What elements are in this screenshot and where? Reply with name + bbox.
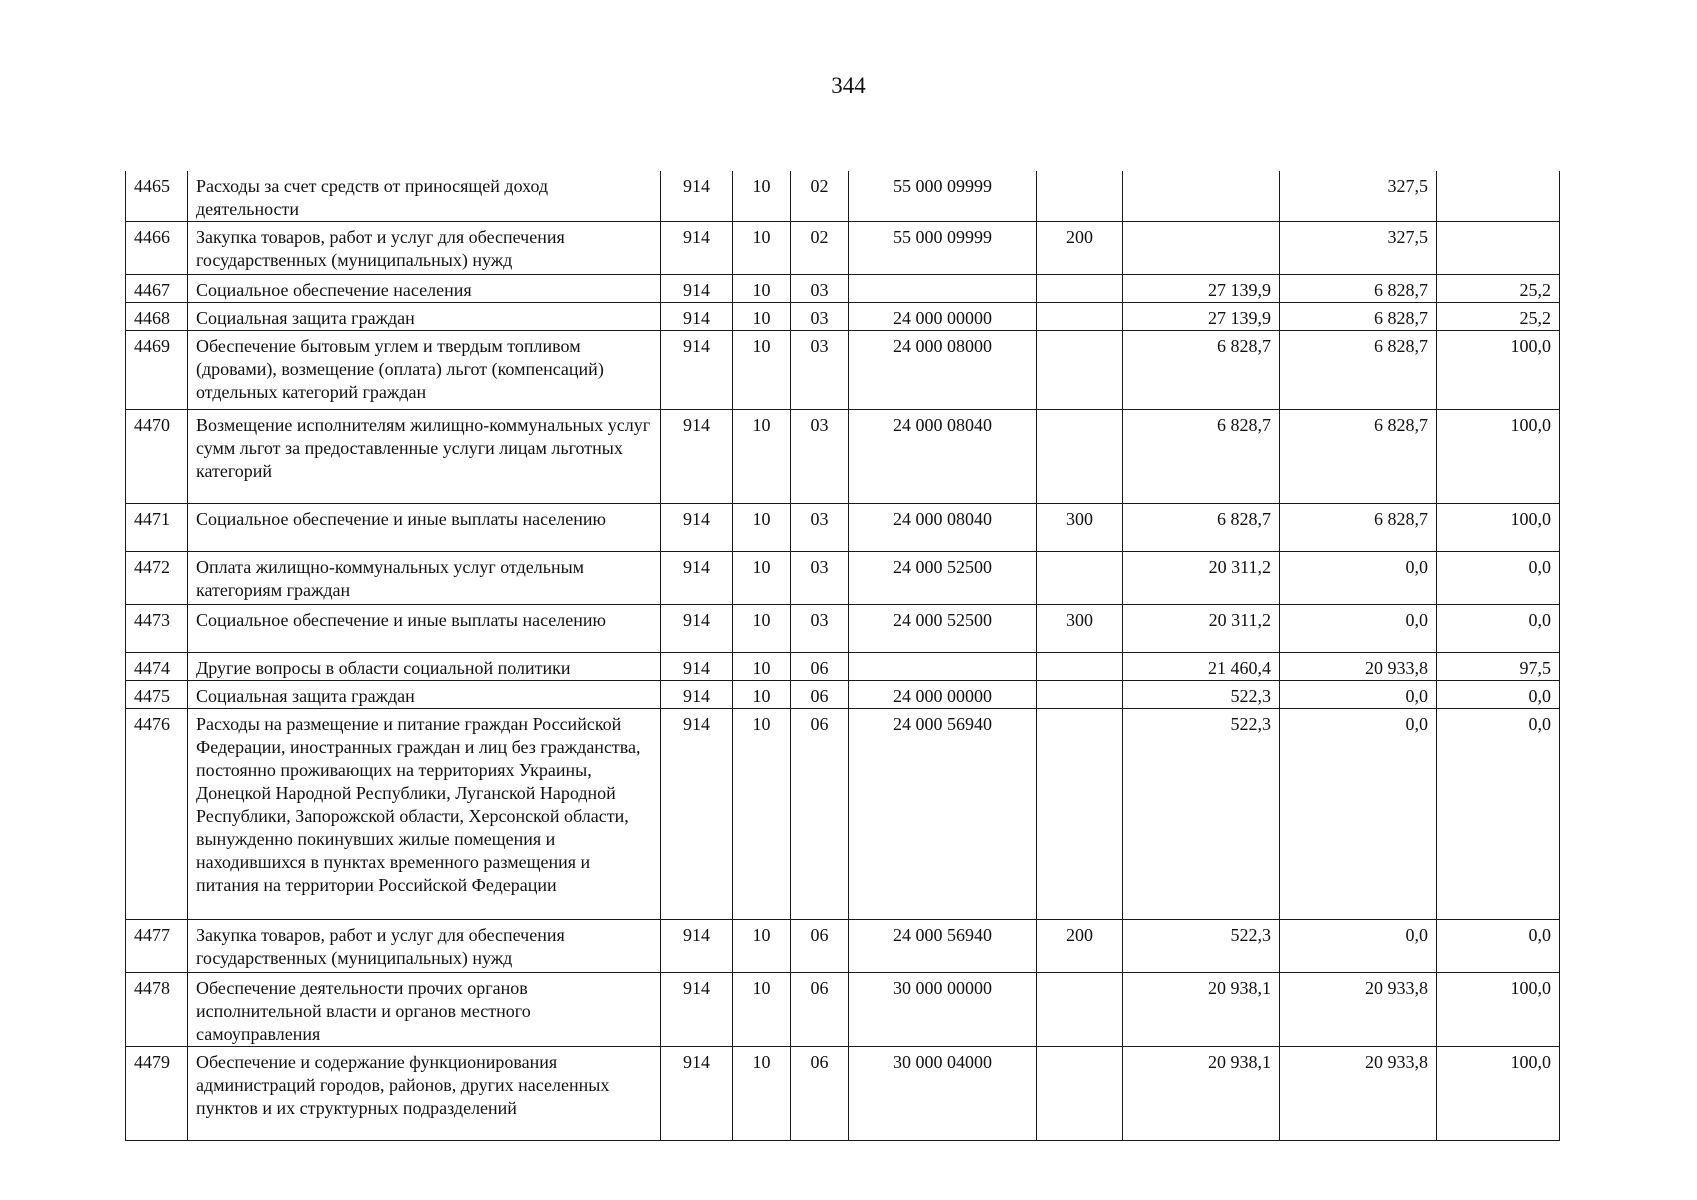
executed-amount: 6 828,7 [1280,410,1437,504]
expense-type-code [1037,653,1123,681]
target-article-code: 24 000 08040 [849,504,1037,552]
grbs-code: 914 [661,920,733,973]
row-number: 4478 [126,973,188,1047]
plan-amount: 6 828,7 [1123,331,1280,410]
target-article-code: 55 000 09999 [849,171,1037,222]
budget-table-body [126,171,1560,1141]
target-article-code: 24 000 52500 [849,552,1037,605]
expense-type-code [1037,331,1123,410]
expense-type-code [1037,552,1123,605]
subsection-code: 03 [791,303,849,331]
expense-name: Социальная защита граждан [188,303,661,331]
executed-amount: 6 828,7 [1280,275,1437,303]
grbs-code: 914 [661,222,733,275]
plan-amount [1123,222,1280,275]
expense-type-code: 300 [1037,605,1123,653]
execution-percent: 97,5 [1437,653,1560,681]
subsection-code: 03 [791,552,849,605]
plan-amount: 6 828,7 [1123,504,1280,552]
table-row [126,709,1560,920]
executed-amount: 327,5 [1280,222,1437,275]
expense-name: Расходы за счет средств от приносящей доход деятельности [188,171,661,222]
row-number: 4476 [126,709,188,920]
section-code: 10 [733,275,791,303]
execution-percent: 100,0 [1437,973,1560,1047]
subsection-code: 06 [791,1047,849,1141]
expense-type-code: 200 [1037,920,1123,973]
plan-amount: 21 460,4 [1123,653,1280,681]
expense-name: Обеспечение бытовым углем и твердым топливом (дровами), возмещение (оплата) льгот (компенсаций) отдельных категорий граждан [188,331,661,410]
subsection-code: 03 [791,504,849,552]
plan-amount: 20 938,1 [1123,1047,1280,1141]
executed-amount: 0,0 [1280,605,1437,653]
table-row [126,681,1560,709]
subsection-code: 03 [791,331,849,410]
section-code: 10 [733,222,791,275]
grbs-code: 914 [661,410,733,504]
grbs-code: 914 [661,303,733,331]
executed-amount: 20 933,8 [1280,973,1437,1047]
plan-amount: 6 828,7 [1123,410,1280,504]
target-article-code: 24 000 08000 [849,331,1037,410]
execution-percent: 0,0 [1437,709,1560,920]
target-article-code [849,653,1037,681]
section-code: 10 [733,504,791,552]
section-code: 10 [733,709,791,920]
row-number: 4472 [126,552,188,605]
expense-name: Обеспечение деятельности прочих органов исполнительной власти и органов местного самоуправления [188,973,661,1047]
grbs-code: 914 [661,709,733,920]
expense-type-code [1037,681,1123,709]
target-article-code: 24 000 56940 [849,709,1037,920]
execution-percent: 100,0 [1437,331,1560,410]
section-code: 10 [733,920,791,973]
section-code: 10 [733,653,791,681]
subsection-code: 06 [791,920,849,973]
executed-amount: 20 933,8 [1280,1047,1437,1141]
subsection-code: 06 [791,681,849,709]
plan-amount: 522,3 [1123,920,1280,973]
expense-name: Социальное обеспечение и иные выплаты населению [188,504,661,552]
subsection-code: 06 [791,653,849,681]
row-number: 4471 [126,504,188,552]
expense-type-code: 300 [1037,504,1123,552]
executed-amount: 0,0 [1280,920,1437,973]
executed-amount: 327,5 [1280,171,1437,222]
section-code: 10 [733,681,791,709]
expense-name: Возмещение исполнителям жилищно-коммунальных услуг сумм льгот за предоставленные услуги лицам льготных категорий [188,410,661,504]
target-article-code: 30 000 00000 [849,973,1037,1047]
plan-amount [1123,171,1280,222]
execution-percent: 100,0 [1437,1047,1560,1141]
plan-amount: 522,3 [1123,709,1280,920]
expense-name: Закупка товаров, работ и услуг для обеспечения государственных (муниципальных) нужд [188,920,661,973]
subsection-code: 02 [791,222,849,275]
plan-amount: 27 139,9 [1123,303,1280,331]
expense-type-code [1037,410,1123,504]
plan-amount: 20 938,1 [1123,973,1280,1047]
table-row [126,410,1560,504]
table-row [126,303,1560,331]
plan-amount: 522,3 [1123,681,1280,709]
grbs-code: 914 [661,331,733,410]
target-article-code: 24 000 00000 [849,681,1037,709]
section-code: 10 [733,1047,791,1141]
execution-percent: 0,0 [1437,920,1560,973]
executed-amount: 6 828,7 [1280,303,1437,331]
grbs-code: 914 [661,504,733,552]
grbs-code: 914 [661,973,733,1047]
executed-amount: 6 828,7 [1280,504,1437,552]
execution-percent: 0,0 [1437,552,1560,605]
expense-type-code [1037,303,1123,331]
row-number: 4477 [126,920,188,973]
row-number: 4473 [126,605,188,653]
grbs-code: 914 [661,1047,733,1141]
row-number: 4474 [126,653,188,681]
grbs-code: 914 [661,605,733,653]
row-number: 4468 [126,303,188,331]
subsection-code: 06 [791,709,849,920]
subsection-code: 06 [791,973,849,1047]
executed-amount: 0,0 [1280,681,1437,709]
row-number: 4470 [126,410,188,504]
execution-percent: 100,0 [1437,410,1560,504]
grbs-code: 914 [661,171,733,222]
grbs-code: 914 [661,275,733,303]
plan-amount: 27 139,9 [1123,275,1280,303]
grbs-code: 914 [661,552,733,605]
target-article-code [849,275,1037,303]
table-row [126,331,1560,410]
expense-type-code [1037,973,1123,1047]
table-row [126,171,1560,222]
row-number: 4469 [126,331,188,410]
expense-name: Расходы на размещение и питание граждан Российской Федерации, иностранных граждан и лиц без гражданства, постоянно проживающих на территориях Украины, Донецкой Народной Республики, Луганской Народной Республики, Запорожской области, Херсонской области, вынужденно покинувших жилые помещения и находившихся в пунктах временного размещения и питания на территории Российской Федерации [188,709,661,920]
grbs-code: 914 [661,681,733,709]
table-row [126,973,1560,1047]
execution-percent: 25,2 [1437,275,1560,303]
table-row [126,653,1560,681]
execution-percent: 0,0 [1437,605,1560,653]
execution-percent: 25,2 [1437,303,1560,331]
executed-amount: 6 828,7 [1280,331,1437,410]
expense-name: Социальное обеспечение и иные выплаты населению [188,605,661,653]
row-number: 4466 [126,222,188,275]
row-number: 4479 [126,1047,188,1141]
section-code: 10 [733,605,791,653]
expense-type-code [1037,171,1123,222]
expense-name: Социальная защита граждан [188,681,661,709]
target-article-code: 24 000 00000 [849,303,1037,331]
expense-name: Закупка товаров, работ и услуг для обеспечения государственных (муниципальных) нужд [188,222,661,275]
table-row [126,552,1560,605]
target-article-code: 55 000 09999 [849,222,1037,275]
expense-name: Социальное обеспечение населения [188,275,661,303]
executed-amount: 0,0 [1280,552,1437,605]
expense-name: Обеспечение и содержание функционирования администраций городов, районов, других населенных пунктов и их структурных подразделений [188,1047,661,1141]
executed-amount: 0,0 [1280,709,1437,920]
execution-percent [1437,171,1560,222]
section-code: 10 [733,552,791,605]
target-article-code: 24 000 56940 [849,920,1037,973]
row-number: 4467 [126,275,188,303]
target-article-code: 24 000 52500 [849,605,1037,653]
table-row [126,920,1560,973]
budget-table [125,171,1560,1141]
plan-amount: 20 311,2 [1123,605,1280,653]
execution-percent: 0,0 [1437,681,1560,709]
grbs-code: 914 [661,653,733,681]
subsection-code: 03 [791,605,849,653]
section-code: 10 [733,171,791,222]
subsection-code: 02 [791,171,849,222]
executed-amount: 20 933,8 [1280,653,1437,681]
expense-name: Оплата жилищно-коммунальных услуг отдельным категориям граждан [188,552,661,605]
plan-amount: 20 311,2 [1123,552,1280,605]
expense-name: Другие вопросы в области социальной политики [188,653,661,681]
execution-percent: 100,0 [1437,504,1560,552]
section-code: 10 [733,331,791,410]
target-article-code: 30 000 04000 [849,1047,1037,1141]
subsection-code: 03 [791,275,849,303]
subsection-code: 03 [791,410,849,504]
page-number: 344 [831,73,866,98]
execution-percent [1437,222,1560,275]
section-code: 10 [733,303,791,331]
table-row [126,275,1560,303]
table-row [126,222,1560,275]
section-code: 10 [733,410,791,504]
row-number: 4465 [126,171,188,222]
expense-type-code [1037,275,1123,303]
table-row [126,504,1560,552]
row-number: 4475 [126,681,188,709]
expense-type-code [1037,709,1123,920]
table-row [126,1047,1560,1141]
expense-type-code: 200 [1037,222,1123,275]
section-code: 10 [733,973,791,1047]
table-row [126,605,1560,653]
expense-type-code [1037,1047,1123,1141]
target-article-code: 24 000 08040 [849,410,1037,504]
